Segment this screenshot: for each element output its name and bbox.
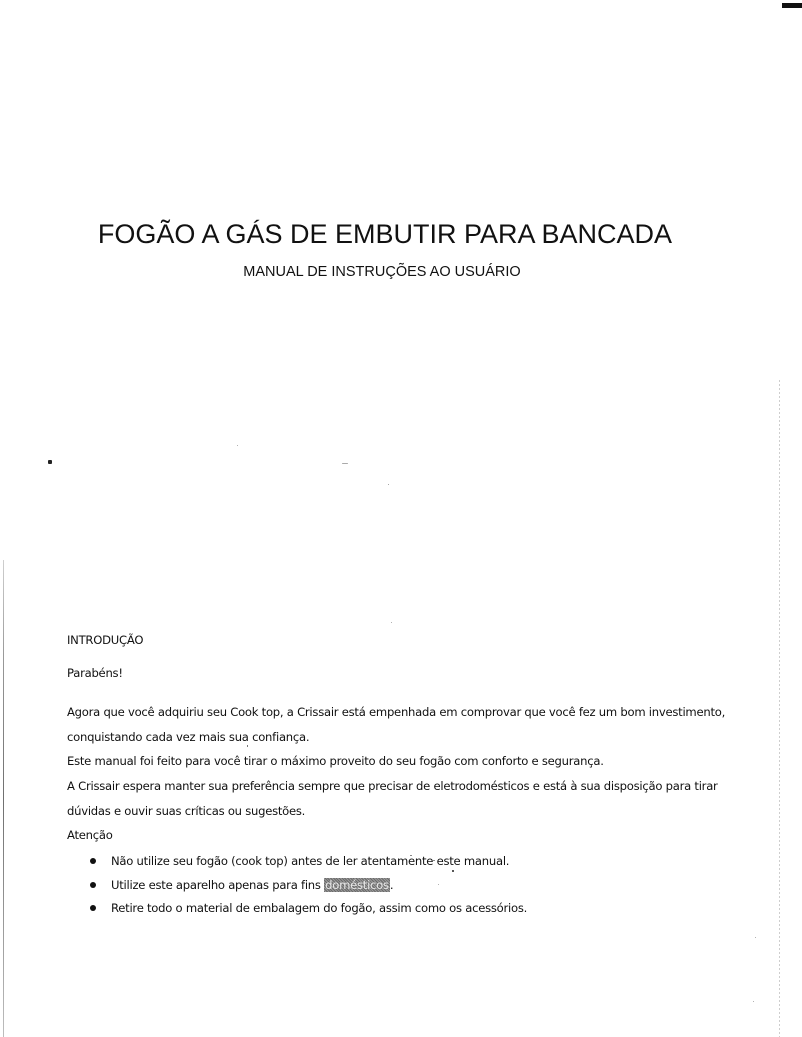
attention-bullet-list xyxy=(67,853,527,924)
bullet-item xyxy=(67,900,527,924)
paragraph-line: Este manual foi feito para você tirar o máximo proveito do seu fogão com conforto e segurança. xyxy=(67,754,604,768)
attention-label: Atenção xyxy=(67,828,113,842)
scan-speck xyxy=(48,460,52,464)
paragraph-line: conquistando cada vez mais sua confiança. xyxy=(67,730,310,744)
bullet-item xyxy=(67,853,527,877)
scan-left-edge xyxy=(3,560,4,1037)
scan-corner-mark xyxy=(782,3,802,8)
bullet-icon xyxy=(90,858,96,864)
section-heading-introducao: INTRODUÇÃO xyxy=(67,633,144,647)
bullet-text-suffix: . xyxy=(389,877,394,892)
scan-right-edge xyxy=(779,380,780,1037)
paragraph-line: A Crissair espera manter sua preferência sempre que precisar de eletrodomésticos e está à sua disposição para tirar xyxy=(67,779,718,793)
bullet-icon xyxy=(90,905,96,911)
scan-speck xyxy=(342,463,348,464)
highlighted-word: domésticos xyxy=(325,877,389,892)
bullet-text: Não utilize seu fogão (cook top) antes de ler atentamente este manual. xyxy=(111,854,510,868)
bullet-text: Utilize este aparelho apenas para fins xyxy=(111,877,325,892)
scan-speck xyxy=(755,937,756,938)
bullet-icon xyxy=(90,882,96,888)
paragraph-line: Agora que você adquiriu seu Cook top, a Crissair está empenhada em comprovar que você fez um bom investimento, xyxy=(67,705,726,719)
scan-speck xyxy=(388,484,389,485)
paragraph-line: dúvidas e ouvir suas críticas ou sugestões. xyxy=(67,804,306,818)
document-title xyxy=(0,219,770,250)
document-subtitle: MANUAL DE INSTRUÇÕES AO USUÁRIO xyxy=(243,264,521,280)
bullet-item xyxy=(67,877,527,901)
scan-speck xyxy=(247,745,248,747)
scan-speck xyxy=(391,622,392,623)
scan-speck xyxy=(237,445,238,446)
bullet-text: Retire todo o material de embalagem do fogão, assim como os acessórios. xyxy=(111,901,528,915)
document-title-text: FOGÃO A GÁS DE EMBUTIR PARA BANCADA xyxy=(97,219,673,249)
scan-speck xyxy=(753,1001,754,1002)
greeting-text: Parabéns! xyxy=(67,666,123,680)
